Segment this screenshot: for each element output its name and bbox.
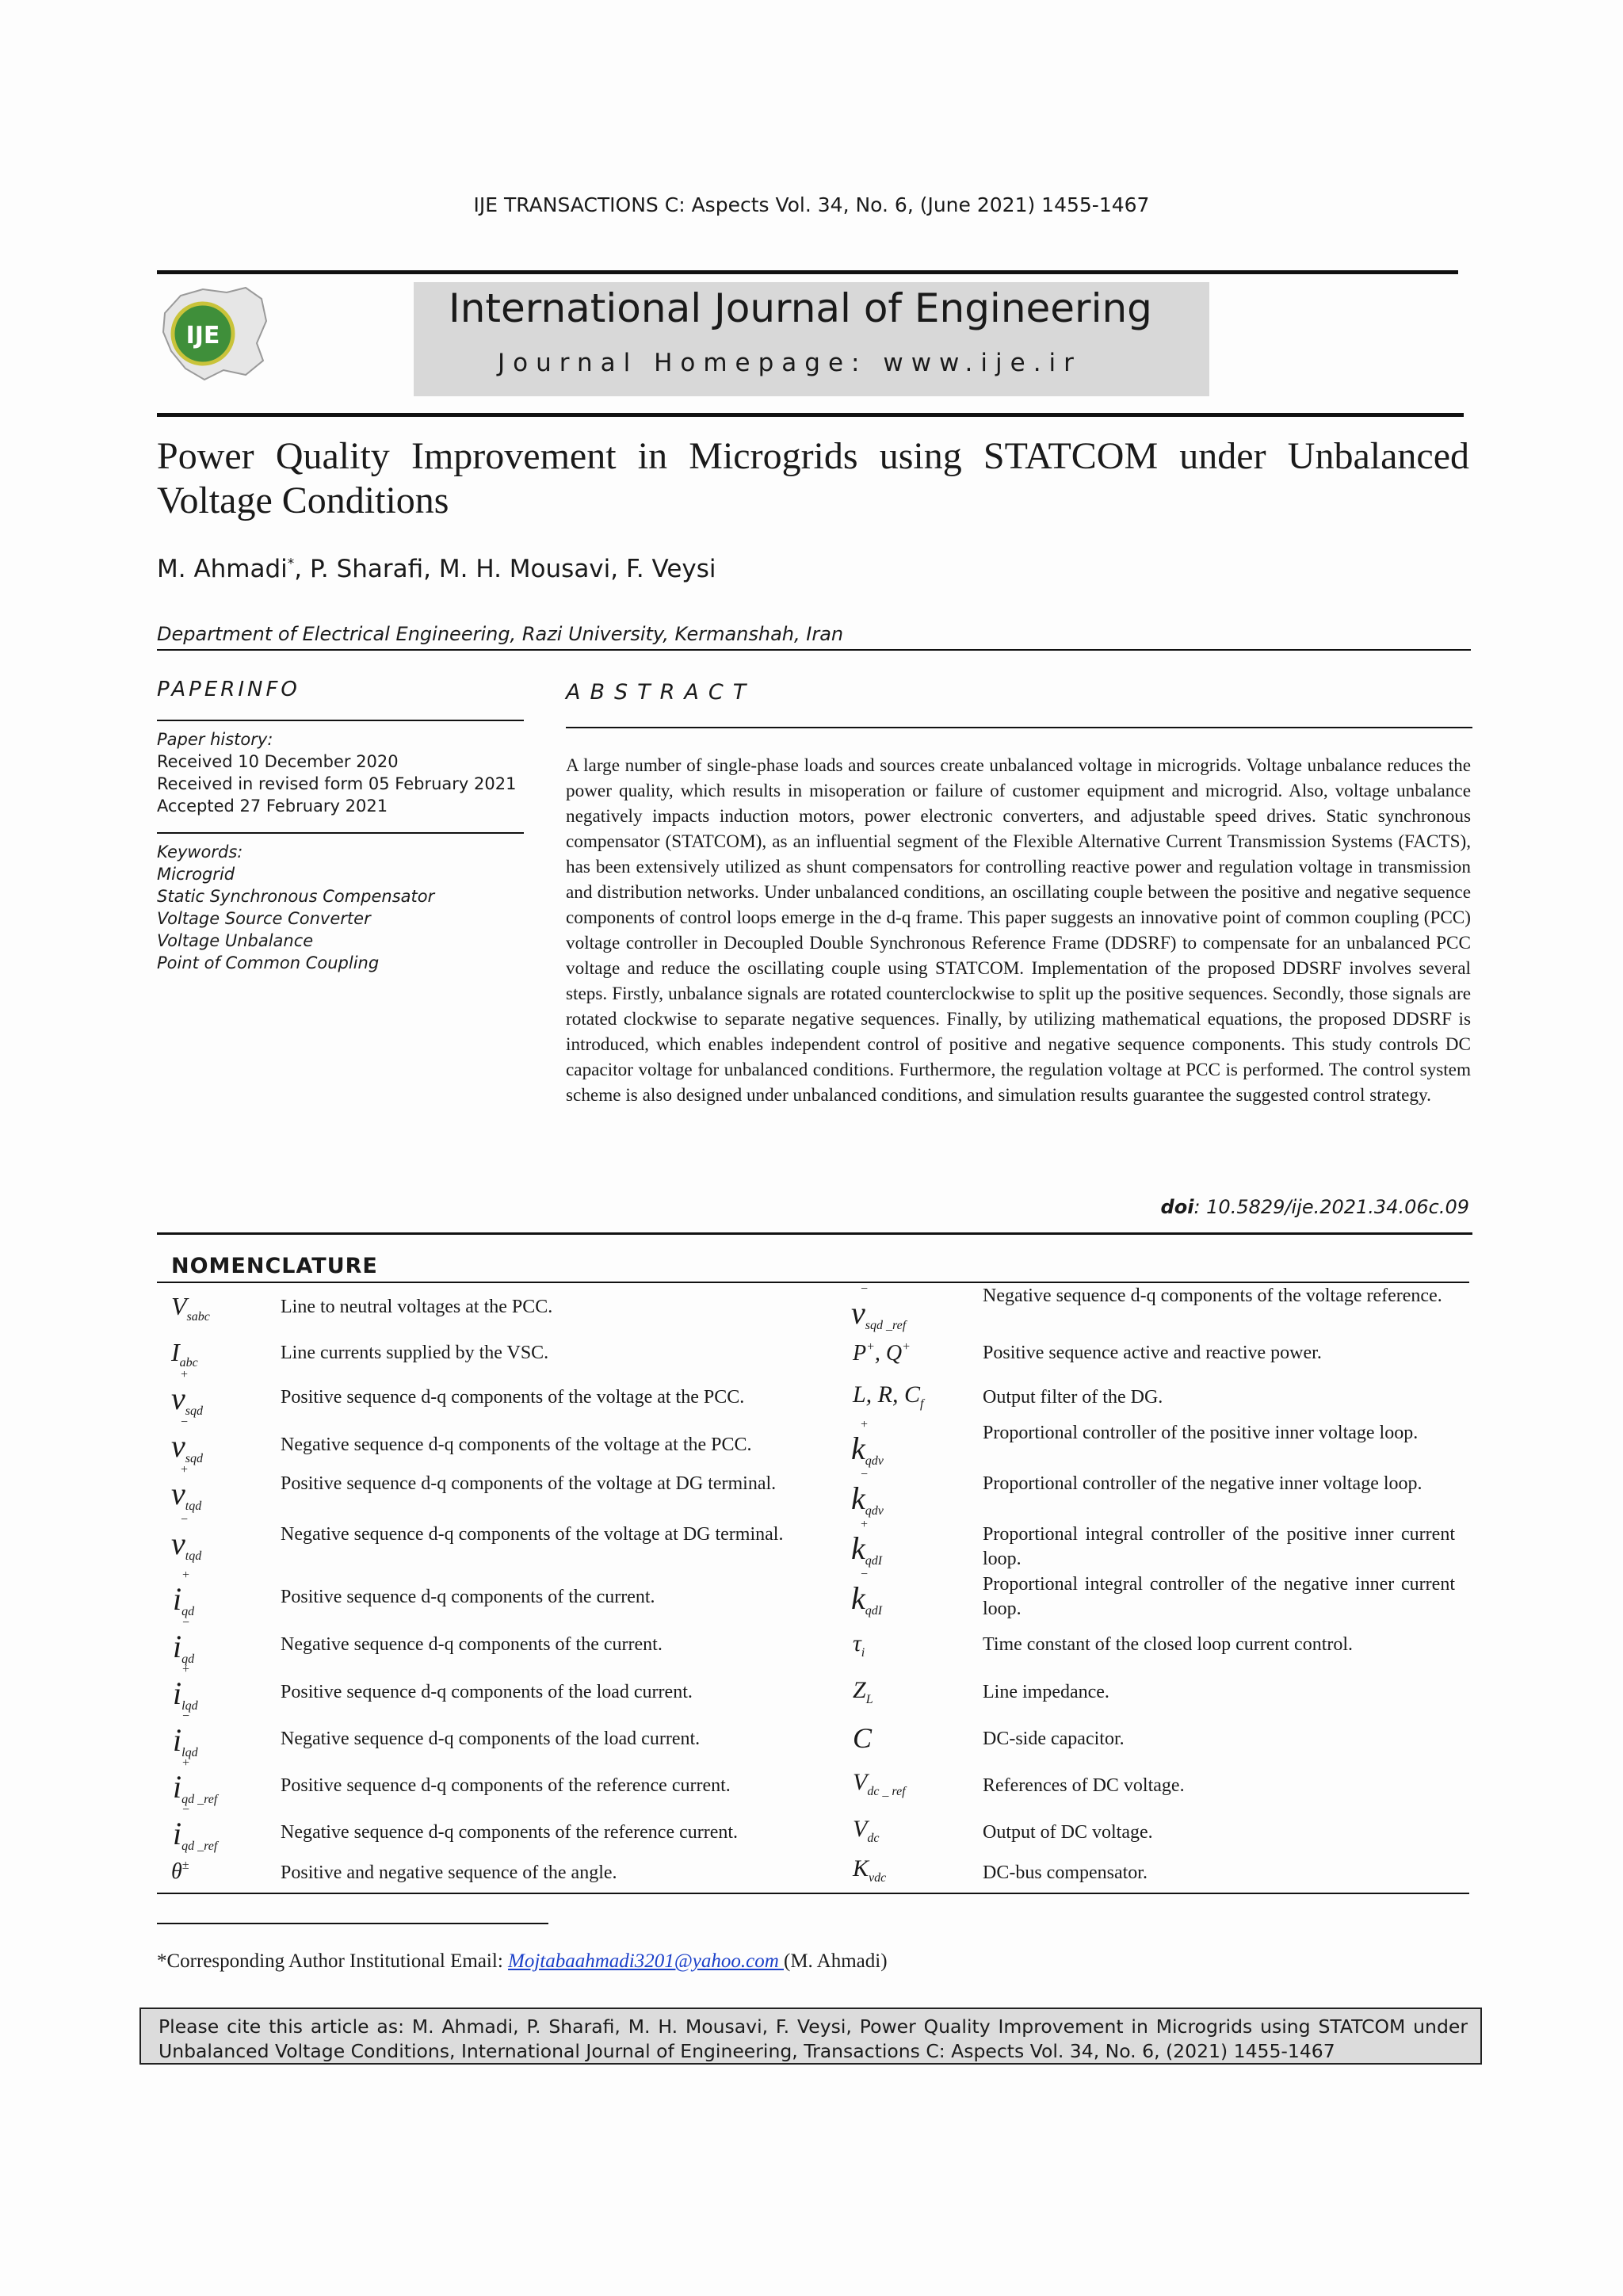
nomenclature-symbol: − $i_{qd}$ (173, 1631, 194, 1666)
nomenclature-symbol: + $i_{qd \_ref}$ (173, 1771, 217, 1806)
nomenclature-definition: Line to neutral voltages at the PCC. (281, 1297, 553, 1317)
footnote-prefix: *Corresponding Author Institutional Email: (157, 1950, 509, 1972)
author-email-link[interactable]: Mojtabaahmadi3201@yahoo.com (508, 1950, 784, 1972)
nomenclature-symbol: + $k_{qdv}$ (851, 1433, 884, 1468)
keywords-label: Keywords: (157, 842, 243, 861)
nomenclature-symbol: − $v_{sqd \_ref}$ (851, 1297, 906, 1332)
nomenclature-definition: Proportional controller of the negative inner voltage loop. (983, 1473, 1423, 1494)
nomenclature-definition: Output filter of the DG. (983, 1387, 1163, 1408)
masthead-bottom-rule (157, 413, 1464, 417)
nomenclature-definition: Negative sequence d-q components of the voltage at DG terminal. (281, 1524, 784, 1545)
nomenclature-bottom-rule (157, 1893, 1469, 1894)
footnote-rule (157, 1923, 548, 1924)
footnote-suffix: (M. Ahmadi) (784, 1950, 888, 1972)
nomenclature-heading: NOMENCLATURE (171, 1254, 378, 1278)
abstract-heading: ABSTRACT (566, 680, 756, 705)
paper-info-rule (157, 720, 524, 721)
nomenclature-definition: Negative sequence d-q components of the load current. (281, 1729, 701, 1749)
accepted-date: Accepted 27 February 2021 (157, 797, 388, 816)
nomenclature-symbol: + $k_{qdI}$ (851, 1533, 882, 1568)
nomenclature-definition: Time constant of the closed loop current control. (983, 1634, 1354, 1655)
nomenclature-definition: Negative sequence d-q components of the current. (281, 1634, 663, 1655)
nomenclature-definition: Line currents supplied by the VSC. (281, 1343, 549, 1363)
nomenclature-symbol: $Z_L$ (853, 1677, 873, 1706)
doi (1161, 1196, 1469, 1218)
nomenclature-definition: Proportional integral controller of the negative inner current loop. (983, 1574, 1455, 1619)
abstract-text: A large number of single-phase loads and sources create unbalanced voltage in microgrids. Voltage unbalance reduces the power quality, which results in misoperation or failure of customer equipment and microgrid. Also, voltage unbalance negatively impacts induction motors, power electronic converters, and adjustable speed drives. Static synchronous compensator (STATCOM), as an influential segment of the Flexible Alternative Current Transmission Systems (FACTS), has been extensively utilized as shunt compensators for controlling reactive power and regulation voltage in transmission and distribution networks. Under unbalanced conditions, an oscillating couple between the positive and negative sequence components of control loops emerge in the d-q frame. This paper suggests an innovative point of common coupling (PCC) voltage controller in Decoupled Double Synchronous Reference Frame (DDSRF) to compensate for an unbalanced PCC voltage and reduce the oscillating couple using STATCOM. Implementation of the proposed DDSRF involves several steps. Firstly, unbalance signals are rotated counterclockwise to split up the positive sequences. Secondly, those signals are rotated clockwise to separate negative sequences. Finally, by utilizing mathematical equations, the proposed DDSRF is introduced, which enables independent control of positive and negative sequence components. This study controls DC capacitor voltage for unbalanced conditions. Furthermore, the regulation voltage at PCC is performed. The control system scheme is also designed under unbalanced conditions, and simulation results guarantee the suggested control strategy. (566, 755, 1471, 1106)
keyword-item: Microgrid (157, 865, 235, 884)
other-authors: , P. Sharafi, M. H. Mousavi, F. Veysi (294, 555, 716, 583)
first-author: M. Ahmadi (157, 555, 288, 583)
nomenclature-symbol: − $i_{lqd}$ (173, 1725, 198, 1759)
nomenclature-definition: DC-bus compensator. (983, 1862, 1148, 1883)
nomenclature-definition: Proportional integral controller of the positive inner current loop. (983, 1524, 1455, 1569)
revised-date: Received in revised form 05 February 2021 (157, 774, 517, 793)
nomenclature-symbol: $V_{dc \_ ref}$ (853, 1769, 906, 1798)
nomenclature-definition: Negative sequence d-q components of the reference current. (281, 1822, 739, 1843)
affiliation-rule (157, 649, 1471, 651)
logo-text: IJE (185, 322, 220, 350)
nomenclature-symbol: $\tau_i$ (853, 1630, 865, 1660)
masthead-top-rule (157, 270, 1458, 274)
keyword-item: Static Synchronous Compensator (157, 887, 435, 906)
keyword-item: Voltage Unbalance (157, 931, 314, 950)
nomenclature-symbol: L, R, $C_f$ (853, 1381, 924, 1411)
nomenclature-symbol: $I_{abc}$ (171, 1338, 198, 1370)
keyword-item: Voltage Source Converter (157, 909, 371, 928)
doi-value: : 10.5829/ije.2021.34.06c.09 (1193, 1196, 1469, 1218)
nomenclature-symbol: $K_{vdc}$ (853, 1855, 887, 1885)
nomenclature-symbol: − $v_{tqd}$ (171, 1528, 201, 1563)
nomenclature-symbol: + $v_{sqd}$ (171, 1383, 203, 1418)
doi-rule (157, 1232, 1472, 1235)
nomenclature-definition: Positive sequence d-q components of the voltage at DG terminal. (281, 1473, 777, 1494)
received-date: Received 10 December 2020 (157, 752, 399, 771)
journal-logo (157, 281, 271, 386)
affiliation: Department of Electrical Engineering, Razi University, Kermanshah, Iran (157, 623, 844, 645)
nomenclature-symbol: C (853, 1722, 873, 1754)
nomenclature-symbol: − $i_{qd \_ref}$ (173, 1818, 217, 1853)
nomenclature-definition: Line impedance. (983, 1682, 1109, 1702)
nomenclature-definition: Positive sequence d-q components of the reference current. (281, 1775, 731, 1796)
nomenclature-symbol: + $v_{tqd}$ (171, 1478, 201, 1513)
nomenclature-definition: Positive sequence d-q components of the load current. (281, 1682, 693, 1702)
journal-homepage: Journal Homepage: www.ije.ir (498, 349, 1082, 377)
nomenclature-symbol: θ± (171, 1859, 189, 1884)
nomenclature-symbol: P+, Q+ (853, 1340, 911, 1366)
citation-box (139, 2008, 1482, 2065)
citation-text: Please cite this article as: M. Ahmadi, P. Sharafi, M. H. Mousavi, F. Veysi, Power Quality Improvement in Microgrids using STATCOM under Unbalanced Voltage Conditions, International Journal of Engineering, Transactions C: Aspects Vol. 34, No. 6, (2021) 1455-1467 (158, 2015, 1468, 2062)
nomenclature-symbol: + $i_{qd}$ (173, 1584, 194, 1618)
keywords-rule (157, 832, 524, 834)
nomenclature-definition: DC-side capacitor. (983, 1729, 1125, 1749)
author-list (157, 555, 716, 583)
nomenclature-definition: Proportional controller of the positive inner voltage loop. (983, 1423, 1419, 1443)
footnote (157, 1950, 888, 1973)
nomenclature-symbol: − $k_{qdv}$ (851, 1483, 884, 1518)
running-head: IJE TRANSACTIONS C: Aspects Vol. 34, No. 6, (June 2021) 1455-1467 (473, 193, 1150, 216)
nomenclature-definition: Negative sequence d-q components of the voltage at the PCC. (281, 1435, 752, 1455)
nomenclature-definition: Positive sequence active and reactive power. (983, 1343, 1322, 1363)
nomenclature-definition: Positive sequence d-q components of the current. (281, 1587, 655, 1607)
history-label: Paper history: (157, 730, 273, 749)
abstract-rule (566, 727, 1472, 728)
paper-info-heading: PAPERINFO (157, 678, 300, 701)
nomenclature-symbol: + $i_{lqd}$ (173, 1678, 198, 1713)
nomenclature-definition: Positive and negative sequence of the angle. (281, 1862, 617, 1883)
nomenclature-symbol: − $v_{sqd}$ (171, 1431, 203, 1465)
nomenclature-definition: Output of DC voltage. (983, 1822, 1153, 1843)
journal-name: International Journal of Engineering (449, 285, 1152, 331)
nomenclature-symbol: − $k_{qdI}$ (851, 1583, 882, 1618)
nomenclature-top-rule (157, 1282, 1469, 1283)
nomenclature-definition: References of DC voltage. (983, 1775, 1185, 1796)
paper-title: Power Quality Improvement in Microgrids using STATCOM under Unbalanced Voltage Conditions (157, 435, 1469, 521)
nomenclature-definition: Negative sequence d-q components of the voltage reference. (983, 1286, 1442, 1306)
keyword-item: Point of Common Coupling (157, 953, 380, 972)
corresponding-mark: * (287, 556, 295, 572)
nomenclature-definition: Positive sequence d-q components of the voltage at the PCC. (281, 1387, 745, 1408)
nomenclature-symbol: $V_{dc}$ (853, 1816, 880, 1845)
nomenclature-symbol: $V_{sabc}$ (171, 1292, 210, 1324)
doi-label: doi (1160, 1196, 1194, 1218)
